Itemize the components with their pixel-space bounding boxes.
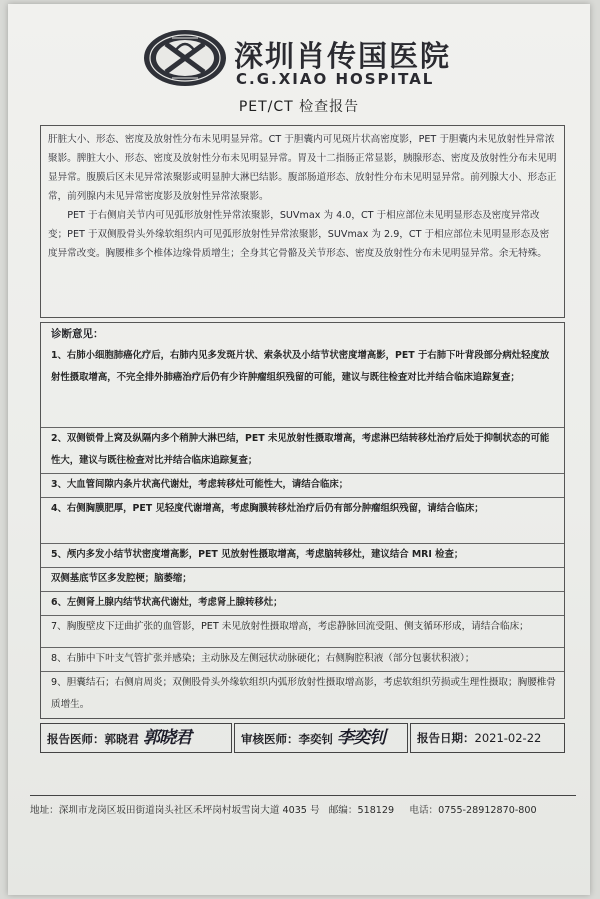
report-date-cell: 报告日期：2021-02-22	[410, 723, 565, 753]
hospital-name-cn: 深圳肖传国医院	[234, 39, 452, 73]
diagnosis-section	[40, 322, 565, 719]
footer-postcode: 邮编：518129	[328, 805, 395, 816]
findings-paragraph-1: 肝脏大小、形态、密度及放射性分布未见明显异常。CT 于胆囊内可见斑片状高密度影，PET 于胆囊内未见放射性异常浓聚影。脾脏大小、形态、密度及放射性分布未见明显异常。胃及十二指肠正常显影，胰腺形态、密度及放射性分布未见明显异常。腹膜后区未见异常浓聚影或明显肿大淋巴结影。腹部肠道形态、放射性分布未见明显异常。前列腺大小、形态正常，前列腺内未见异常密度影及放射性异常浓聚影。	[48, 134, 557, 202]
review-doctor-signature: 李奕钊	[337, 728, 385, 748]
report-doctor-cell: 报告医师：郭晓君 郭晓君	[40, 723, 232, 753]
findings-paragraph-2: PET 于右侧肩关节内可见弧形放射性异常浓聚影，SUVmax 为 4.0，CT 于相应部位未见明显形态及密度异常改变；PET 于双侧股骨头外缘软组织内可见弧形放射性异常浓聚影，SUVmax 为 2.9，CT 于相应部位未见明显形态及密度异常改变。胸腰椎多个椎体边缘骨质增生；全身其它骨骼及关节形态、密度及放射性分布未见明显异常。余无特殊。	[48, 210, 550, 259]
diagnosis-item: 双侧基底节区多发腔梗；脑萎缩；	[41, 567, 564, 591]
findings-section	[40, 125, 565, 318]
signature-bar	[40, 723, 565, 753]
diagnosis-item: 2、双侧锁骨上窝及纵隔内多个稍肿大淋巴结，PET 未见放射性摄取增高，考虑淋巴结转移灶治疗后处于抑制状态的可能性大，建议与既往检查对比并结合临床追踪复查；	[41, 427, 564, 473]
hospital-name-en: C.G.XIAO HOSPITAL	[236, 70, 435, 88]
report-date: 2021-02-22	[474, 731, 542, 745]
report-doctor-signature: 郭晓君	[143, 728, 191, 748]
diagnosis-title: 诊断意见：	[51, 328, 104, 340]
diagnosis-item: 1、右肺小细胞肺癌化疗后，右肺内见多发斑片状、索条状及小结节状密度增高影，PET 于右肺下叶背段部分病灶轻度放射性摄取增高，不完全排外肺癌治疗后仍有少许肿瘤组织残留的可能，建议与既往检查对比并结合临床追踪复查；	[51, 350, 550, 383]
footer-phone: 电话：0755-28912870-800	[409, 805, 537, 816]
review-doctor-name: 李奕钊	[298, 732, 333, 746]
report-doctor-name: 郭晓君	[104, 732, 139, 746]
footer	[30, 802, 576, 816]
diagnosis-item: 3、大血管间隙内条片状高代谢灶，考虑转移灶可能性大，请结合临床；	[41, 473, 564, 497]
diagnosis-item: 4、右侧胸膜肥厚，PET 见轻度代谢增高，考虑胸膜转移灶治疗后仍有部分肿瘤组织残留，请结合临床；	[41, 497, 564, 543]
diagnosis-item: 6、左侧肾上腺内结节状高代谢灶，考虑肾上腺转移灶；	[41, 591, 564, 615]
diagnosis-item: 7、胸腹壁皮下迂曲扩张的血管影，PET 未见放射性摄取增高，考虑静脉回流受阻、侧支循环形成，请结合临床；	[41, 615, 564, 661]
report-paper	[8, 4, 590, 895]
report-title: PET/CT 检查报告	[238, 99, 360, 115]
footer-address: 地址：深圳市龙岗区坂田街道岗头社区禾坪岗村坂雪岗大道 4035 号	[30, 805, 320, 816]
footer-divider	[30, 795, 576, 796]
review-doctor-cell: 审核医师：李奕钊 李奕钊	[234, 723, 408, 753]
diagnosis-item: 8、右肺中下叶支气管扩张并感染；主动脉及左侧冠状动脉硬化；右侧胸腔积液（部分包裹状积液）；	[41, 647, 564, 671]
diagnosis-item: 5、颅内多发小结节状密度增高影，PET 见放射性摄取增高，考虑脑转移灶，建议结合 MRI 检查；	[41, 543, 564, 567]
hospital-logo-icon	[142, 28, 228, 88]
diagnosis-item: 9、胆囊结石；右侧肩周炎；双侧股骨头外缘软组织内弧形放射性摄取增高影，考虑软组织劳损或生理性摄取；胸腰椎骨质增生。	[41, 671, 564, 719]
